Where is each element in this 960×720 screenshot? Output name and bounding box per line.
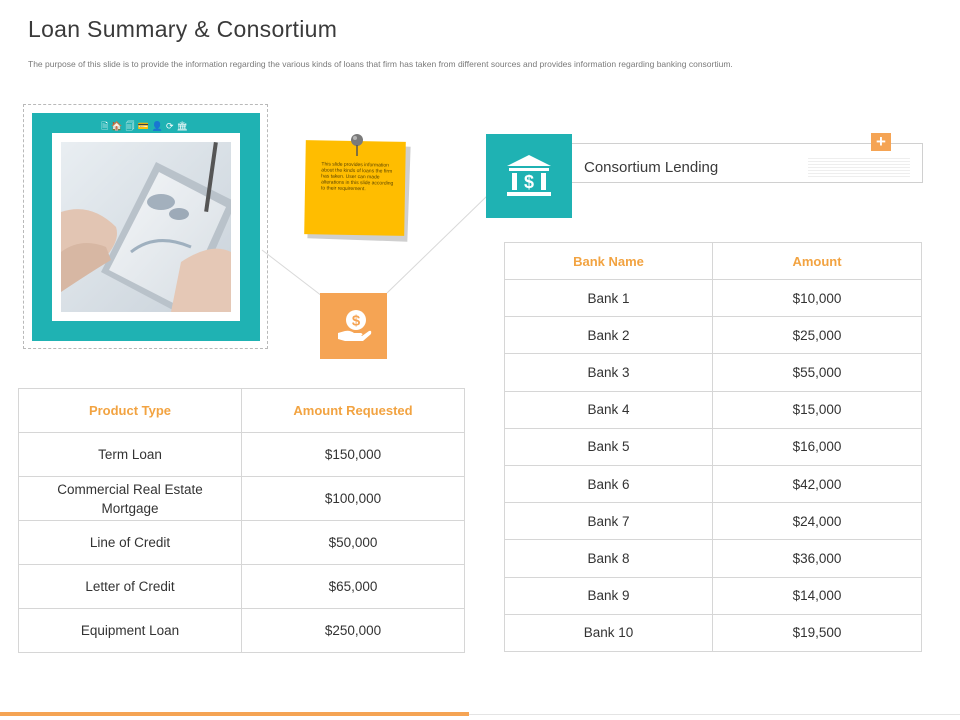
bank-name: Bank 4 xyxy=(505,391,713,428)
dollar-hand-icon xyxy=(335,307,373,345)
bank-amount: $36,000 xyxy=(713,540,922,577)
page-subtitle: The purpose of this slide is to provide the information regarding the various kinds of loans that firm has taken from different sources and provides information regarding banking consortium. xyxy=(28,59,733,69)
table-row xyxy=(19,565,465,609)
bank-amount: $15,000 xyxy=(713,391,922,428)
table-row xyxy=(505,465,922,502)
bank-amount: $19,500 xyxy=(713,614,922,651)
header-bank-name: Bank Name xyxy=(505,243,713,280)
header-product-type: Product Type xyxy=(19,389,242,433)
bank-name: Bank 6 xyxy=(505,465,713,502)
bank-amount: $10,000 xyxy=(713,280,922,317)
table-row xyxy=(505,280,922,317)
photo-teal-border xyxy=(32,113,260,341)
footer-divider xyxy=(469,714,960,715)
table-row xyxy=(505,614,922,651)
tablet-photo xyxy=(61,142,231,312)
table-row xyxy=(19,477,465,521)
table-row xyxy=(505,577,922,614)
bank-name: Bank 3 xyxy=(505,354,713,391)
product-amount: $100,000 xyxy=(242,477,465,521)
bank-amount: $25,000 xyxy=(713,317,922,354)
bank-name: Bank 1 xyxy=(505,280,713,317)
table-row xyxy=(505,503,922,540)
pushpin-icon xyxy=(349,133,365,157)
table-row xyxy=(19,433,465,477)
product-amount: $65,000 xyxy=(242,565,465,609)
consortium-label: Consortium Lending xyxy=(584,159,719,176)
bank-name: Bank 9 xyxy=(505,577,713,614)
product-amount: $250,000 xyxy=(242,609,465,653)
photo-frame xyxy=(23,104,268,349)
product-name: Letter of Credit xyxy=(19,565,242,609)
table-header-row xyxy=(505,243,922,280)
table-row xyxy=(505,391,922,428)
product-name: Line of Credit xyxy=(19,521,242,565)
product-amount: $50,000 xyxy=(242,521,465,565)
table-row xyxy=(505,540,922,577)
table-row xyxy=(505,317,922,354)
table-row xyxy=(505,428,922,465)
bank-amount: $42,000 xyxy=(713,465,922,502)
header-amount: Amount xyxy=(713,243,922,280)
product-table xyxy=(18,388,465,653)
sticky-note-text: This slide provides information about the kinds of loans the firm has taken. User can made alterations in this slide according to their requirement. xyxy=(320,161,394,193)
expand-plus-button[interactable]: + xyxy=(871,133,891,151)
table-row xyxy=(19,521,465,565)
footer-accent-bar xyxy=(0,712,469,716)
bank-name: Bank 10 xyxy=(505,614,713,651)
svg-text:$: $ xyxy=(523,172,535,192)
bank-amount: $24,000 xyxy=(713,503,922,540)
product-name: Term Loan xyxy=(19,433,242,477)
header-amount-requested: Amount Requested xyxy=(242,389,465,433)
bank-icon xyxy=(505,153,553,199)
product-amount: $150,000 xyxy=(242,433,465,477)
bank-table xyxy=(504,242,922,652)
bank-tile xyxy=(486,134,572,218)
decorative-stripes xyxy=(808,158,910,178)
svg-text:$: $ xyxy=(351,312,360,330)
product-name: Commercial Real Estate Mortgage xyxy=(19,477,242,521)
bank-name: Bank 2 xyxy=(505,317,713,354)
bank-amount: $16,000 xyxy=(713,428,922,465)
dollar-hand-tile xyxy=(320,293,387,359)
bank-name: Bank 7 xyxy=(505,503,713,540)
bank-name: Bank 8 xyxy=(505,540,713,577)
photo-mat xyxy=(52,133,240,321)
bank-amount: $55,000 xyxy=(713,354,922,391)
table-row xyxy=(19,609,465,653)
bank-amount: $14,000 xyxy=(713,577,922,614)
table-header-row xyxy=(19,389,465,433)
product-name: Equipment Loan xyxy=(19,609,242,653)
page-title: Loan Summary & Consortium xyxy=(28,16,338,42)
photo-icon-row: 🗎🏠🗐💳👤⟳🏛 xyxy=(101,121,191,131)
bank-name: Bank 5 xyxy=(505,428,713,465)
table-row xyxy=(505,354,922,391)
